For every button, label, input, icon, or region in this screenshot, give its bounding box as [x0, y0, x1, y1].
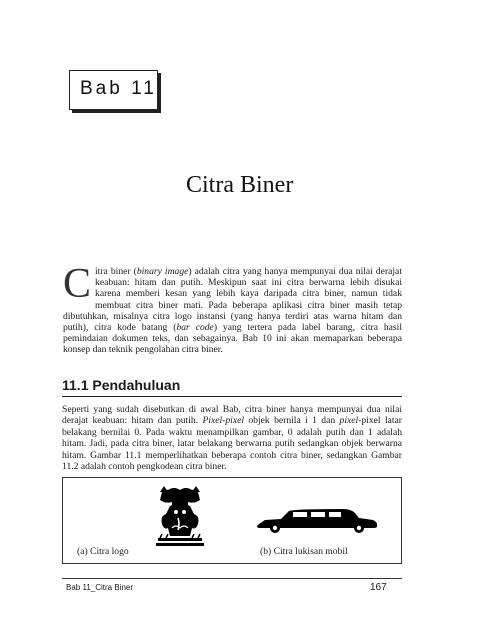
- section-paragraph: [62, 404, 402, 472]
- intro-paragraph: [63, 261, 402, 356]
- section-text-3: -pixel latar belakang bernilai 0. Pada waktu menampilkan gambar, 0 adalah putih dan 1 adalah hitam. Jadi, pada citra biner, latar belakang berwarna putih sedangkan objek berwarna hitam. Gambar 11.1 memperlihatkan beberapa contoh citra biner, sedangkan Gambar 11.2 adalah contoh pengkodean citra biner.: [62, 415, 403, 473]
- footer-chapter-label: Bab 11_Citra Biner: [66, 583, 133, 592]
- figure-caption-b: (b) Citra lukisan mobil: [260, 546, 348, 557]
- footer-divider: [62, 578, 402, 579]
- figure-box: [62, 477, 402, 564]
- section-term-pixel-pixel: Pixel-pixel: [202, 415, 244, 427]
- figure-caption-a: (a) Citra logo: [77, 546, 129, 557]
- drop-cap: C: [63, 261, 92, 307]
- section-text-2: objek bernila i 1 dan: [244, 415, 340, 427]
- section-term-pixel: pixel: [339, 415, 359, 427]
- chapter-label: Bab 11: [80, 78, 157, 99]
- section-heading: 11.1 Pendahuluan: [62, 377, 402, 397]
- chapter-title: Citra Biner: [186, 172, 294, 198]
- page-number: 167: [370, 582, 387, 593]
- intro-term-bar-code: bar code: [176, 322, 214, 334]
- chapter-label-box: [69, 70, 158, 110]
- intro-text-2: ) adalah citra yang hanya mempunyai dua nilai derajat keabuan: hitam dan putih. Meskipun saat ini citra berwarna lebih disukai karena memberi kesan yang lebih kaya daripada citra biner, namun tidak membuat citra biner mati. Pada beberapa aplikasi citra biner masih tetap dibutuhkan, misalnya citra logo instansi (yang hanya terdiri atas warna hitam dan putih), citra kode batang (: [63, 266, 402, 334]
- car-silhouette-image: [255, 508, 380, 534]
- section-text-1: Seperti yang sudah disebutkan di awal Bab, citra biner hanya mempunyai dua nilai derajat keabuan: hitam dan putih.: [62, 404, 402, 427]
- ganesha-logo-image: [154, 484, 206, 548]
- intro-text-3: ) yang tertera pada label barang, citra hasil pemindaian dokumen teks, dan sebagainya. Bab 10 ini akan memaparkan beberapa konsep dan teknik pengolahan citra biner.: [63, 322, 402, 356]
- intro-text-1: itra biner (: [95, 266, 137, 277]
- intro-term-binary-image: binary image: [136, 266, 189, 277]
